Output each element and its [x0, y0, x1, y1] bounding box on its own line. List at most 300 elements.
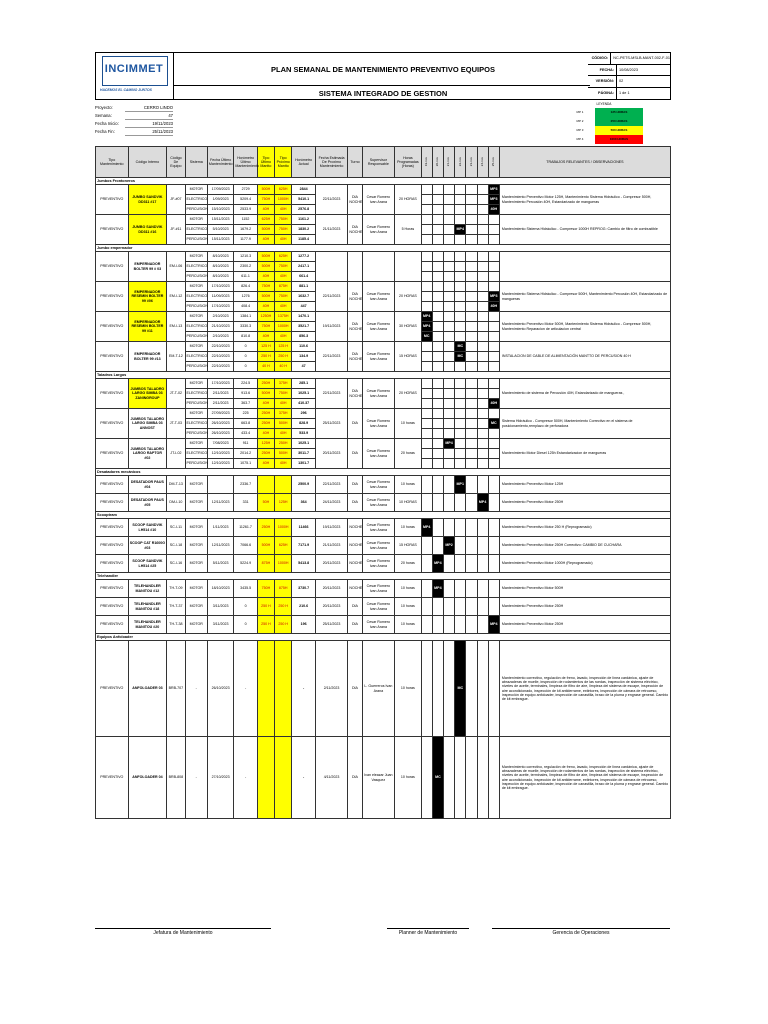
day-cell: [432, 205, 443, 215]
column-header: Tipo Último Mantto: [257, 147, 274, 178]
table-row: [96, 185, 671, 195]
last-maintenance-type: 250H: [257, 419, 274, 429]
day-cell: [477, 598, 488, 616]
column-header: [455, 147, 466, 178]
day-cell: [421, 215, 432, 225]
last-hour-meter: 3435.5: [234, 580, 257, 598]
day-cell: [443, 409, 454, 419]
day-cell: [477, 215, 488, 225]
day-cell: [477, 332, 488, 342]
meta-key: CÓDIGO:: [588, 53, 611, 64]
legend-value: 250 HORAS: [595, 117, 643, 126]
schedule-mark: 40H: [488, 399, 499, 409]
equipment-code: JUMBOS TALADRO LARGO RAPTOR #02: [128, 439, 167, 469]
schedule-mark: MC: [421, 332, 432, 342]
next-maintenance-type: 250 H: [275, 598, 292, 616]
maintenance-type: PREVENTIVO: [96, 409, 129, 439]
last-maintenance-type: [257, 476, 274, 494]
programmed-hours: 15 HORAS: [395, 342, 421, 372]
supervisor: Cesar Romero Ivan Arana: [362, 519, 395, 537]
day-cell: [443, 292, 454, 302]
day-cell: [421, 439, 432, 449]
day-cell: [466, 537, 477, 555]
last-maintenance-date: 22/10/2023: [207, 352, 233, 362]
next-maintenance-type: 40H: [275, 332, 292, 342]
current-hour-meter: 3730.7: [292, 580, 315, 598]
day-cell: [432, 302, 443, 312]
meta-row: [588, 65, 670, 77]
equipment-code: JUMBO SANDVIK DD311 #17: [128, 185, 167, 215]
maintenance-type: PREVENTIVO: [96, 215, 129, 245]
system: MOTOR: [185, 580, 207, 598]
supervisor: Cesar Romero Ivan Arana: [362, 282, 395, 312]
last-maintenance-date: 21/10/2023: [207, 322, 233, 332]
next-maintenance-type: 40H: [275, 302, 292, 312]
day-cell: [432, 225, 443, 235]
last-maintenance-date: 2/10/2023: [207, 312, 233, 322]
day-cell: [443, 195, 454, 205]
logo-slogan: HACEMOS EL CAMINO JUNTOS: [100, 88, 152, 92]
last-hour-meter: 433.4: [234, 429, 257, 439]
schedule-mark: MP3: [488, 185, 499, 195]
last-hour-meter: 663.8: [234, 419, 257, 429]
day-cell: [455, 580, 466, 598]
system: MOTOR: [185, 342, 207, 352]
observations: Mantenimiento Preventivo Motor 125H, Mantenimiento Sistema Hidráulico - Compresor 500H, Mantenimiento Percusión 40H, Estandarizado de mangueras: [499, 185, 670, 215]
equipment-id: SC-I-18: [167, 537, 185, 555]
day-cell: [466, 215, 477, 225]
last-hour-meter: 225: [234, 409, 257, 419]
last-maintenance-type: 250H: [257, 449, 274, 459]
last-hour-meter: 0: [234, 352, 257, 362]
last-maintenance-date: 5/11/2023: [207, 555, 233, 573]
day-cell: [466, 399, 477, 409]
day-cell: [443, 302, 454, 312]
day-cell: [443, 342, 454, 352]
system: ELECTRICO: [185, 292, 207, 302]
day-cell: [443, 379, 454, 389]
equipment-id: DM-I-10: [167, 494, 185, 512]
last-hour-meter: 1075.1: [234, 459, 257, 469]
equipment-id: JF-#11: [167, 215, 185, 245]
table-row: [96, 252, 671, 262]
next-maintenance-type: [275, 476, 292, 494]
day-cell: [466, 272, 477, 282]
company-logo: [96, 53, 174, 99]
next-maintenance-type: 1000H: [275, 195, 292, 205]
day-cell: [455, 312, 466, 322]
programmed-hours: 20 horas: [395, 439, 421, 469]
day-cell: [477, 262, 488, 272]
current-hour-meter: 881.1: [292, 282, 315, 292]
day-cell: [488, 332, 499, 342]
next-maintenance-type: [275, 641, 292, 737]
day-cell: [488, 494, 499, 512]
last-maintenance-date: 27/10/2023: [207, 737, 233, 819]
supervisor: Cesar Romero Ivan Arana: [362, 476, 395, 494]
supervisor: Cesar Romero Ivan Arana: [362, 185, 395, 215]
day-cell: [477, 737, 488, 819]
last-maintenance-type: 40H: [257, 235, 274, 245]
next-maintenance-date: 20/11/2023: [315, 439, 348, 469]
last-hour-meter: 0: [234, 616, 257, 634]
column-header: Horas Programadas (Horas): [395, 147, 421, 178]
project-row: [95, 104, 173, 112]
day-cell: [421, 225, 432, 235]
supervisor: Cesar Romero Ivan Arana: [362, 342, 395, 372]
schedule-mark: MC: [488, 419, 499, 429]
last-maintenance-type: 40H: [257, 399, 274, 409]
day-cell: [488, 519, 499, 537]
day-cell: [488, 555, 499, 573]
last-hour-meter: 5224.9: [234, 555, 257, 573]
next-maintenance-type: 500H: [275, 449, 292, 459]
day-cell: [455, 494, 466, 512]
system: PERCUSION: [185, 332, 207, 342]
day-cell: [488, 235, 499, 245]
last-maintenance-date: 11/09/2023: [207, 292, 233, 302]
day-cell: [443, 225, 454, 235]
column-header-label: 22-nov: [457, 156, 462, 167]
next-maintenance-type: 1000H: [275, 519, 292, 537]
day-cell: [466, 282, 477, 292]
column-header: Fecha Estimada De Proximo Mantenimiento: [315, 147, 348, 178]
column-header: Fecha Último Mantenimiento: [207, 147, 233, 178]
shift: NOCHE: [348, 555, 362, 573]
day-cell: [421, 580, 432, 598]
equipment-code: SCOOP SANDVIK LH514 #25: [128, 555, 167, 573]
schedule-mark: MC: [455, 641, 466, 737]
day-cell: [466, 312, 477, 322]
current-hour-meter: 5410.1: [292, 195, 315, 205]
current-hour-meter: 661.4: [292, 272, 315, 282]
last-hour-meter: 408.4: [234, 302, 257, 312]
signature-operations: Gerencia de Operaciones: [552, 930, 610, 936]
next-maintenance-type: 40H: [275, 459, 292, 469]
table-row: [96, 312, 671, 322]
equipment-id: TH-T-37: [167, 598, 185, 616]
system: PERCUSION: [185, 362, 207, 372]
day-cell: [466, 379, 477, 389]
column-header-label: 19-nov: [423, 156, 428, 167]
project-value: CERRO LINDO: [125, 104, 173, 112]
column-header: Turno: [348, 147, 362, 178]
next-maintenance-date: 22/11/2023: [315, 476, 348, 494]
maintenance-type: PREVENTIVO: [96, 737, 129, 819]
next-maintenance-type: 40 H: [275, 362, 292, 372]
system: PERCUSION: [185, 429, 207, 439]
next-maintenance-type: 40H: [275, 399, 292, 409]
maintenance-type: PREVENTIVO: [96, 641, 129, 737]
equipment-code: TELEHANDLER MANITOU #12: [128, 580, 167, 598]
next-maintenance-type: 1375H: [275, 312, 292, 322]
day-cell: [421, 459, 432, 469]
current-hour-meter: 296: [292, 409, 315, 419]
meta-row: [588, 88, 670, 100]
system: MOTOR: [185, 215, 207, 225]
system: -: [185, 737, 207, 819]
day-cell: [455, 252, 466, 262]
current-hour-meter: 7171.9: [292, 537, 315, 555]
day-cell: [443, 362, 454, 372]
day-cell: [477, 409, 488, 419]
day-cell: [466, 195, 477, 205]
system: MOTOR: [185, 409, 207, 419]
last-maintenance-date: 17/10/2023: [207, 302, 233, 312]
day-cell: [488, 641, 499, 737]
day-cell: [466, 555, 477, 573]
project-key: Fecha Fin:: [95, 129, 115, 134]
day-cell: [432, 195, 443, 205]
last-maintenance-type: 250 H: [257, 352, 274, 362]
day-cell: [421, 476, 432, 494]
day-cell: [443, 641, 454, 737]
maintenance-type: PREVENTIVO: [96, 282, 129, 312]
shift: DIA NOCHE: [348, 342, 362, 372]
day-cell: [443, 252, 454, 262]
shift: DIA: [348, 439, 362, 469]
equipment-code: ANFOLOADER 03: [128, 641, 167, 737]
day-cell: [466, 580, 477, 598]
day-cell: [432, 598, 443, 616]
meta-key: PÁGINA:: [588, 88, 617, 100]
project-row: [95, 128, 173, 136]
day-cell: [488, 459, 499, 469]
last-maintenance-type: 40H: [257, 332, 274, 342]
day-cell: [488, 362, 499, 372]
system: ELECTRICO: [185, 449, 207, 459]
supervisor: L. Guerreros Ivan Arana: [362, 641, 395, 737]
day-cell: [421, 449, 432, 459]
shift: DIA: [348, 494, 362, 512]
last-hour-meter: 2300.2: [234, 262, 257, 272]
equipment-code: SCOOP SANDVIK LH514 #10: [128, 519, 167, 537]
project-value: 25/11/2023: [125, 128, 173, 136]
day-cell: [466, 225, 477, 235]
day-cell: [477, 352, 488, 362]
programmed-hours: 15 HORAS: [395, 537, 421, 555]
day-cell: [455, 302, 466, 312]
last-maintenance-date: 2/11/2023: [207, 389, 233, 399]
current-hour-meter: 410.37: [292, 399, 315, 409]
maintenance-type: PREVENTIVO: [96, 379, 129, 409]
section-title: Jumbo empernador: [96, 245, 671, 252]
day-cell: [432, 292, 443, 302]
programmed-hours: 10 horas: [395, 519, 421, 537]
shift: DIA: [348, 598, 362, 616]
next-maintenance-type: 750H: [275, 215, 292, 225]
day-cell: [477, 225, 488, 235]
equipment-code: EMPERNADOR BOLTER 99 # 03: [128, 252, 167, 282]
day-cell: [432, 399, 443, 409]
last-hour-meter: 611.1: [234, 272, 257, 282]
current-hour-meter: 285.1: [292, 379, 315, 389]
maintenance-table: [95, 146, 671, 819]
shift: DIA: [348, 476, 362, 494]
day-cell: [477, 322, 488, 332]
day-cell: [477, 302, 488, 312]
day-cell: [443, 352, 454, 362]
column-header: Tipo Mantenimiento: [96, 147, 129, 178]
schedule-mark: 40H: [488, 205, 499, 215]
observations: Mantenimiento Preventivo Motor 1000H (Reprogramado): [499, 555, 670, 573]
day-cell: [421, 399, 432, 409]
day-cell: [466, 342, 477, 352]
observations: Mantenimiento Motor Diesel 125h Estandarizacion de mangueras: [499, 439, 670, 469]
last-hour-meter: 0: [234, 362, 257, 372]
equipment-id: DM-T-13: [167, 476, 185, 494]
legend-title: LEYENDA: [596, 102, 612, 106]
day-cell: [455, 537, 466, 555]
observations: Mantenimiento Preventivo Motor 250H: [499, 616, 670, 634]
current-hour-meter: 1025.1: [292, 389, 315, 399]
system: PERCUSION: [185, 205, 207, 215]
last-hour-meter: 363.7: [234, 399, 257, 409]
day-cell: [432, 332, 443, 342]
last-maintenance-type: 500H: [257, 225, 274, 235]
day-cell: [455, 429, 466, 439]
day-cell: [455, 205, 466, 215]
next-maintenance-type: 1000H: [275, 555, 292, 573]
last-maintenance-date: 17/09/2023: [207, 185, 233, 195]
schedule-mark: MP4: [488, 616, 499, 634]
equipment-code: EMPERNADOR RESEMIN BOLTER 99 #06: [128, 282, 167, 312]
section-row: [96, 573, 671, 580]
day-cell: [455, 235, 466, 245]
maintenance-type: PREVENTIVO: [96, 555, 129, 573]
meta-key: VERSIÓN:: [588, 76, 617, 87]
day-cell: [443, 449, 454, 459]
supervisor: [362, 252, 395, 282]
day-cell: [477, 252, 488, 262]
shift: DIA: [348, 641, 362, 737]
equipment-id: JT-T-02: [167, 379, 185, 409]
day-cell: [443, 399, 454, 409]
day-cell: [466, 262, 477, 272]
legend-key: MP 4: [576, 137, 584, 141]
next-maintenance-type: 500H: [275, 419, 292, 429]
observations: Mantenimiento de sistema de Percusión 40H, Estandarizado de mangueras ,: [499, 379, 670, 409]
system: MOTOR: [185, 616, 207, 634]
day-cell: [432, 419, 443, 429]
day-cell: [488, 225, 499, 235]
next-maintenance-type: 625H: [275, 252, 292, 262]
day-cell: [477, 476, 488, 494]
equipment-id: EM-I-13: [167, 312, 185, 342]
day-cell: [443, 580, 454, 598]
maintenance-type: PREVENTIVO: [96, 580, 129, 598]
equipment-code: DESATADOR PAUS #04: [128, 476, 167, 494]
day-cell: [477, 537, 488, 555]
schedule-mark: MP4: [421, 519, 432, 537]
day-cell: [455, 195, 466, 205]
next-maintenance-date: 19/11/2023: [315, 519, 348, 537]
shift: NOCHE: [348, 519, 362, 537]
day-cell: [466, 235, 477, 245]
current-hour-meter: 828.9: [292, 419, 315, 429]
next-maintenance-type: 40H: [275, 272, 292, 282]
day-cell: [466, 429, 477, 439]
day-cell: [421, 302, 432, 312]
programmed-hours: 10 HORAS: [395, 494, 421, 512]
shift: DIA NOCHE: [348, 379, 362, 409]
last-hour-meter: 0: [234, 598, 257, 616]
last-hour-meter: 331: [234, 494, 257, 512]
legend: [565, 100, 643, 144]
day-cell: [477, 312, 488, 322]
day-cell: [477, 235, 488, 245]
table-row: [96, 476, 671, 494]
supervisor: Cesar Romero Ivan Arana: [362, 580, 395, 598]
last-hour-meter: 1210.3: [234, 252, 257, 262]
day-cell: [477, 419, 488, 429]
last-hour-meter: 7066.6: [234, 537, 257, 555]
section-title: Telehandler: [96, 573, 671, 580]
last-maintenance-type: 250H: [257, 519, 274, 537]
day-cell: [466, 362, 477, 372]
last-maintenance-type: 250H: [257, 409, 274, 419]
day-cell: [443, 272, 454, 282]
day-cell: [477, 459, 488, 469]
legend-row: [565, 108, 643, 117]
day-cell: [421, 292, 432, 302]
day-cell: [432, 494, 443, 512]
column-header-label: 25-nov: [491, 156, 496, 167]
system: MOTOR: [185, 252, 207, 262]
supervisor: Cesar Romero Ivan Arana: [362, 439, 395, 469]
day-cell: [455, 262, 466, 272]
last-maintenance-date: 2/11/2023: [207, 399, 233, 409]
supervisor: Cesar Romero Ivan Arana: [362, 537, 395, 555]
document-sheet: [95, 52, 671, 819]
equipment-id: TH-T-38: [167, 616, 185, 634]
day-cell: [421, 252, 432, 262]
day-cell: [432, 322, 443, 332]
table-row: [96, 580, 671, 598]
day-cell: [432, 429, 443, 439]
day-cell: [443, 215, 454, 225]
day-cell: [432, 379, 443, 389]
day-cell: [488, 379, 499, 389]
system: ELECTRICO: [185, 225, 207, 235]
equipment-code: TELEHANDLER MANITOU #18: [128, 598, 167, 616]
equipment-code: ANFOLOADER 04: [128, 737, 167, 819]
day-cell: [443, 205, 454, 215]
project-key: Semana:: [95, 113, 112, 118]
day-cell: [466, 185, 477, 195]
section-row: [96, 634, 671, 641]
day-cell: [443, 235, 454, 245]
programmed-hours: 10 horas: [395, 409, 421, 439]
equipment-id: TH-T-09: [167, 580, 185, 598]
day-cell: [432, 185, 443, 195]
schedule-mark: MC: [455, 342, 466, 352]
maintenance-type: PREVENTIVO: [96, 494, 129, 512]
next-maintenance-date: 20/11/2023: [315, 555, 348, 573]
current-hour-meter: 210.6: [292, 598, 315, 616]
last-maintenance-date: 15/10/2023: [207, 205, 233, 215]
last-maintenance-date: 3/11/2023: [207, 598, 233, 616]
next-maintenance-type: 125 H: [275, 342, 292, 352]
last-maintenance-type: 750H: [257, 580, 274, 598]
equipment-code: JUMBOS TALADRO LARGO SIMBA 03 ZANINGROUP: [128, 379, 167, 409]
day-cell: [466, 737, 477, 819]
last-maintenance-date: 7/08/2023: [207, 439, 233, 449]
system: MOTOR: [185, 555, 207, 573]
day-cell: [443, 737, 454, 819]
supervisor: Cesar Romero Ivan Arana: [362, 616, 395, 634]
current-hour-meter: 2576.8: [292, 205, 315, 215]
